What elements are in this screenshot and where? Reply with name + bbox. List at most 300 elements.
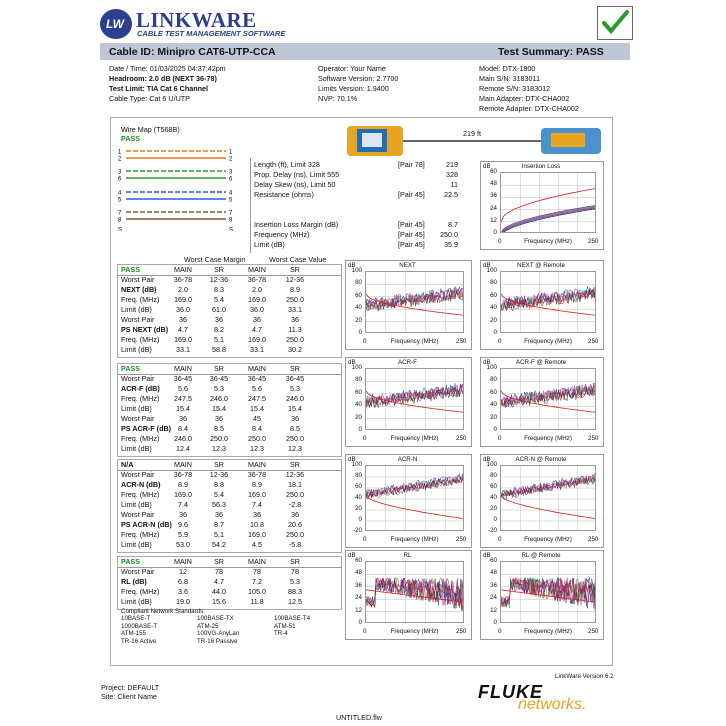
wiremap-pin-right: 8 [229, 217, 233, 224]
table-cell: 15.6 [212, 597, 226, 606]
table-cell: 15.4 [250, 404, 264, 413]
table-cell: 54.2 [212, 540, 226, 549]
chart-x0: 0 [498, 536, 502, 543]
table-cell: 11.8 [250, 597, 264, 606]
table-row-label: Freq. (MHz) [121, 335, 160, 344]
info-operator: Operator: Your Name [318, 64, 386, 73]
chart-title: RL @ Remote [521, 552, 561, 559]
chart-tick: 100 [351, 267, 362, 274]
cable-id: Cable ID: Minipro CAT6-UTP-CCA [109, 46, 276, 58]
summary-value: 8.7 [448, 220, 458, 229]
table-cell: MAIN [174, 460, 192, 469]
table-row-label: Limit (dB) [121, 444, 152, 453]
table-cell: 36 [253, 510, 261, 519]
table-cell: 4.5 [252, 540, 262, 549]
info-headroom: Headroom: 2.0 dB (NEXT 36-78) [109, 74, 217, 83]
table-cell: 36 [291, 414, 299, 423]
table-row-label: Worst Pair [121, 275, 155, 284]
chart-tick: 40 [355, 494, 362, 501]
table-cell: 8.4 [178, 424, 188, 433]
chart-tick: 60 [490, 557, 497, 564]
table-cell: 36 [179, 510, 187, 519]
chart-tick: 48 [355, 569, 362, 577]
chart-title: ACR-N @ Remote [515, 456, 567, 463]
chart-title: RL [403, 552, 412, 559]
table-row-label: PASS [121, 364, 141, 373]
table-cell: 250.0 [210, 434, 228, 443]
info-limits: Limits Version: 1.9400 [318, 84, 389, 93]
standard-item: TR-4 [274, 630, 288, 637]
chart-plot [500, 368, 596, 430]
chart-xlabel: Frequency (MHz) [390, 435, 439, 442]
table-cell: MAIN [248, 265, 266, 274]
info-test-limit: Test Limit: TIA Cat 6 Channel [109, 84, 209, 93]
chart-tick: 60 [490, 168, 497, 175]
summary-pair: [Pair 45] [398, 220, 425, 229]
wiremap-status: PASS [121, 134, 141, 143]
table-cell: 36-78 [247, 470, 267, 479]
table-row-label: Worst Pair [121, 315, 155, 324]
chart-series [501, 209, 596, 234]
wiremap-pin-right: 7 [229, 210, 233, 217]
info-nvp: NVP: 70.1% [318, 94, 358, 103]
table-cell: 36-45 [285, 374, 305, 383]
table-cell: 169.0 [248, 490, 266, 499]
chart-tick: 20 [490, 316, 497, 324]
table-cell: 2.0 [252, 285, 262, 294]
table-cell: 33.1 [250, 345, 264, 354]
table-cell: 8.9 [178, 480, 188, 489]
chart-plot [365, 368, 464, 430]
chart-tick: 100 [486, 461, 497, 468]
chart-ylabel: dB [348, 456, 356, 463]
chart-tick: 12 [490, 216, 497, 224]
chart-tick: -20 [353, 527, 362, 534]
table-cell: 2.0 [178, 285, 188, 294]
table-cell: 36 [215, 414, 223, 423]
standards-title: Compliant Network Standards: [121, 608, 205, 615]
table-cell: MAIN [174, 265, 192, 274]
brand-name: LINKWARE [136, 8, 257, 32]
chart-xlabel: Frequency (MHz) [390, 628, 439, 635]
table-cell: 33.1 [176, 345, 190, 354]
table-cell: 12.5 [288, 597, 302, 606]
table-cell: 250.0 [248, 434, 266, 443]
info-model: Model: DTX-1800 [479, 64, 536, 73]
table-row-label: N/A [121, 460, 134, 469]
wiremap-pin-left: 7 [118, 210, 122, 217]
table-cell: 33.1 [288, 305, 302, 314]
chart-tick: 60 [355, 388, 362, 396]
table-cell: 8.4 [252, 424, 262, 433]
chart-tick: 60 [490, 291, 497, 299]
chart-tick: 36 [490, 581, 497, 589]
table-cell: 5.3 [290, 384, 300, 393]
table-cell: MAIN [248, 557, 266, 566]
cable-length: 219 ft [463, 129, 481, 138]
chart-x0: 0 [498, 435, 502, 442]
chart-xlabel: Frequency (MHz) [524, 536, 572, 543]
table-row-label: ACR-N (dB) [121, 480, 161, 489]
table-cell: 36 [179, 414, 187, 423]
wiremap-pin-left: 4 [118, 190, 122, 197]
table-cell: 8.9 [290, 285, 300, 294]
chart-tick: 0 [358, 426, 362, 433]
table-cell: SR [290, 265, 300, 274]
table-cell: 169.0 [174, 490, 192, 499]
chart-plot [500, 271, 596, 333]
chart-tick: 24 [490, 594, 497, 602]
summary-value: 11 [450, 180, 458, 189]
standard-item: TR-16 Passive [197, 637, 238, 645]
table-cell: 78 [253, 567, 261, 576]
chart-tick: 48 [490, 569, 497, 577]
chart-title: NEXT [399, 262, 416, 269]
wiremap-pin-left: 2 [118, 156, 122, 163]
table-cell: 15.4 [176, 404, 190, 413]
table-cell: 36 [215, 315, 223, 324]
chart-xlabel: Frequency (MHz) [524, 338, 572, 345]
table-cell: 8.8 [214, 480, 224, 489]
chart-tick: 60 [490, 388, 497, 396]
table-cell: 247.5 [248, 394, 266, 403]
chart-x0: 0 [498, 338, 502, 345]
table-cell: SR [290, 557, 300, 566]
table-cell: 246.0 [286, 394, 304, 403]
table-cell: 250.0 [286, 434, 304, 443]
table-cell: 7.4 [178, 500, 188, 509]
table-cell: 36 [291, 510, 299, 519]
table-cell: 20.6 [288, 520, 302, 529]
chart-ylabel: dB [348, 359, 356, 366]
table-cell: 8.5 [214, 424, 224, 433]
pass-check-icon [597, 6, 633, 40]
table-row-label: Freq. (MHz) [121, 587, 160, 596]
wiremap-diagram [116, 145, 246, 231]
chart-ylabel: dB [483, 163, 491, 170]
table-cell: 12-36 [285, 275, 305, 284]
chart-tick: 36 [490, 192, 497, 200]
chart-x1: 250 [588, 238, 599, 245]
linkware-version: LinkWare Version 6.2 [555, 673, 614, 680]
linkware-logo [100, 9, 132, 39]
chart-tick: 80 [355, 472, 362, 479]
table-row-label: Limit (dB) [121, 597, 152, 606]
table-cell: 250.0 [286, 295, 304, 304]
wiremap-pin-left: S [118, 227, 123, 231]
table-row-label: NEXT (dB) [121, 285, 157, 294]
table-cell: 5.1 [214, 335, 224, 344]
table-row-label: PS ACR-F (dB) [121, 424, 172, 433]
chart-ylabel: dB [483, 456, 491, 463]
chart-plot [365, 561, 464, 623]
table-cell: 8.9 [252, 480, 262, 489]
chart-tick: 40 [490, 401, 497, 409]
table-row-label: Limit (dB) [121, 404, 152, 413]
table-cell: 56.3 [212, 500, 226, 509]
table-cell: 36 [291, 315, 299, 324]
table-cell: 250.0 [286, 335, 304, 344]
wiremap-pin-left: 8 [118, 217, 122, 224]
chart-tick: 20 [355, 413, 362, 421]
table-cell: 105.0 [248, 587, 266, 596]
chart-tick: 100 [486, 364, 497, 371]
standard-item: ATM-25 [197, 622, 219, 630]
summary-value: 250.0 [440, 230, 458, 239]
wiremap-pin-left: 3 [118, 169, 122, 176]
table-row-label: ACR-F (dB) [121, 384, 160, 393]
chart-tick: 80 [490, 376, 497, 384]
table-cell: 15.4 [212, 404, 226, 413]
chart-xlabel: Frequency (MHz) [390, 338, 439, 345]
table-cell: 5.4 [214, 295, 224, 304]
table-cell: 78 [291, 567, 299, 576]
networks-logo: networks. [518, 696, 587, 713]
table-cell: 6.8 [178, 577, 188, 586]
info-main-sn: Main S/N: 3183011 [479, 74, 540, 83]
chart-x0: 0 [363, 628, 367, 635]
wiremap-pin-right: 6 [229, 176, 233, 183]
table-cell: 9.6 [178, 520, 188, 529]
table-cell: 246.0 [210, 394, 228, 403]
chart-tick: 20 [355, 505, 362, 512]
chart-title: ACR-F @ Remote [515, 359, 567, 366]
table-cell: 8.7 [214, 520, 224, 529]
table-cell: 36-78 [173, 275, 193, 284]
chart-tick: 12 [355, 606, 362, 614]
wiremap-pin-right: 1 [229, 149, 233, 156]
table-cell: SR [214, 364, 224, 373]
chart-plot [500, 561, 596, 623]
table-cell: 12.3 [288, 444, 302, 453]
chart-tick: 0 [358, 619, 362, 626]
table-cell: 169.0 [174, 335, 192, 344]
table-cell: 36-78 [173, 470, 193, 479]
chart-ylabel: dB [483, 262, 491, 269]
summary-pair: [Pair 45] [398, 240, 425, 249]
table-row-label: Freq. (MHz) [121, 434, 160, 443]
table-row-label: Worst Pair [121, 510, 155, 519]
chart-tick: 80 [355, 279, 362, 287]
summary-label: Frequency (MHz) [254, 230, 310, 239]
wiremap-title: Wire Map (T568B) [121, 125, 180, 134]
chart-tick: 60 [355, 557, 362, 564]
wiremap-pin-left: 5 [118, 197, 122, 204]
table-cell: 88.3 [288, 587, 302, 596]
worst-case-margin-header: Worst Case Margin [184, 255, 246, 264]
standard-item: ATM-155 [121, 630, 146, 637]
summary-value: 219 [446, 160, 458, 169]
chart-xlabel: Frequency (MHz) [524, 435, 572, 442]
table-cell: 36-45 [173, 374, 193, 383]
chart-tick: 0 [493, 516, 497, 523]
chart-tick: 24 [490, 204, 497, 212]
table-cell: SR [290, 460, 300, 469]
chart-tick: 60 [355, 483, 362, 490]
summary-value: 22.5 [444, 190, 458, 199]
info-cable-type: Cable Type: Cat 6 U/UTP [109, 94, 190, 103]
table-cell: 7.2 [252, 577, 262, 586]
table-cell: 5.1 [214, 530, 224, 539]
standard-item: 100BASE-T4 [274, 615, 311, 622]
chart-plot [365, 465, 464, 531]
summary-label: Delay Skew (ns), Limit 50 [254, 180, 336, 189]
chart-tick: 0 [493, 329, 497, 336]
info-datetime: Date / Time: 01/03/2025 04:37:42pm [109, 64, 226, 73]
table-row-label: PASS [121, 557, 141, 566]
table-cell: 12-36 [209, 275, 229, 284]
chart-series [366, 478, 464, 499]
chart-tick: 20 [355, 316, 362, 324]
table-row-label: Limit (dB) [121, 540, 152, 549]
table-cell: 78 [215, 567, 223, 576]
table-cell: 169.0 [248, 335, 266, 344]
summary-pair: [Pair 45] [398, 230, 425, 239]
chart-tick: 24 [355, 594, 362, 602]
table-row-label: Freq. (MHz) [121, 490, 160, 499]
chart-plot [500, 172, 596, 233]
table-cell: 61.0 [212, 305, 226, 314]
chart-tick: 0 [358, 516, 362, 523]
table-cell: 36-45 [209, 374, 229, 383]
chart-plot [500, 465, 596, 531]
wiremap-pin-right: S [229, 227, 234, 231]
chart-ylabel: dB [483, 552, 491, 559]
project-label: Project: DEFAULT [101, 683, 160, 692]
table-cell: 5.4 [214, 490, 224, 499]
wiremap-pin-right: 2 [229, 156, 233, 163]
table-cell: MAIN [248, 364, 266, 373]
table-row-label: PS NEXT (dB) [121, 325, 169, 334]
table-cell: 12-36 [209, 470, 229, 479]
table-cell: 12.3 [250, 444, 264, 453]
chart-x0: 0 [498, 628, 502, 635]
table-cell: 12-36 [285, 470, 305, 479]
standard-item: ATM-51 [274, 622, 296, 630]
wiremap-pin-left: 6 [118, 176, 122, 183]
chart-title: ACR-F [398, 359, 417, 366]
summary-pair: [Pair 45] [398, 190, 425, 199]
table-cell: 169.0 [248, 530, 266, 539]
table-row-label: Freq. (MHz) [121, 394, 160, 403]
chart-tick: 36 [355, 581, 362, 589]
table-cell: 3.6 [178, 587, 188, 596]
table-cell: -5.8 [288, 540, 302, 549]
table-row-label: Worst Pair [121, 470, 155, 479]
chart-title: ACR-N [397, 456, 418, 463]
table-cell: 15.4 [288, 404, 302, 413]
chart-tick: 40 [355, 304, 362, 312]
fluke-logo: FLUKE [478, 682, 543, 702]
table-cell: 5.3 [214, 384, 224, 393]
chart-tick: 40 [490, 304, 497, 312]
table-row-label: RL (dB) [121, 577, 147, 586]
table-cell: 12.4 [176, 444, 190, 453]
chart-tick: 40 [355, 401, 362, 409]
table-cell: 5.9 [178, 530, 188, 539]
table-row-label: Limit (dB) [121, 345, 152, 354]
table-cell: 8.5 [290, 424, 300, 433]
table-row-label: PASS [121, 265, 141, 274]
summary-label: Length (ft), Limit 328 [254, 160, 320, 169]
chart-x1: 250 [588, 536, 599, 543]
chart-ylabel: dB [348, 552, 356, 559]
test-summary: Test Summary: PASS [498, 46, 604, 58]
chart-tick: 100 [486, 267, 497, 274]
table-cell: 246.0 [174, 434, 192, 443]
table-cell: 44.0 [212, 587, 226, 596]
chart-tick: 60 [490, 483, 497, 490]
table-cell: 5.3 [290, 577, 300, 586]
table-cell: SR [214, 460, 224, 469]
chart-tick: 20 [490, 505, 497, 512]
table-row-label: PS ACR-N (dB) [121, 520, 172, 529]
table-row-label: Freq. (MHz) [121, 295, 160, 304]
summary-pair: [Pair 78] [398, 160, 425, 169]
chart-ylabel: dB [483, 359, 491, 366]
chart-title: NEXT @ Remote [517, 262, 565, 269]
chart-tick: 40 [490, 494, 497, 501]
chart-tick: 0 [493, 426, 497, 433]
table-cell: 45 [253, 414, 261, 423]
table-cell: 30.2 [288, 345, 302, 354]
summary-label: Prop. Delay (ns), Limit 555 [254, 170, 340, 179]
chart-tick: 100 [351, 364, 362, 371]
standard-item: 100BASE-TX [197, 615, 234, 622]
table-cell: 8.2 [214, 325, 224, 334]
table-cell: 36-78 [247, 275, 267, 284]
wiremap-pin-right: 5 [229, 197, 233, 204]
chart-series [366, 385, 464, 405]
table-row-label: Worst Pair [121, 374, 155, 383]
table-cell: 4.7 [214, 577, 224, 586]
chart-tick: 12 [490, 606, 497, 614]
standard-item: 100VG-AnyLan [197, 630, 240, 637]
info-software: Software Version: 2.7700 [318, 74, 399, 83]
table-cell: 169.0 [248, 295, 266, 304]
table-cell: 10.8 [250, 520, 264, 529]
chart-tick: 80 [490, 472, 497, 479]
table-cell: -2.8 [288, 500, 302, 509]
chart-tick: 100 [351, 461, 362, 468]
chart-tick: 60 [355, 291, 362, 299]
brand-subtitle: CABLE TEST MANAGEMENT SOFTWARE [137, 29, 286, 38]
worst-case-value-header: Worst Case Value [269, 255, 327, 264]
info-main-adapter: Main Adapter: DTX-CHA002 [479, 94, 570, 103]
summary-label: Insertion Loss Margin (dB) [254, 220, 339, 229]
table-row-label: Worst Pair [121, 414, 155, 423]
chart-x0: 0 [363, 338, 367, 345]
chart-xlabel: Frequency (MHz) [390, 536, 439, 543]
chart-x1: 250 [456, 628, 467, 635]
table-cell: 18.1 [288, 480, 302, 489]
chart-ylabel: dB [348, 262, 356, 269]
chart-x1: 250 [588, 435, 599, 442]
info-remote-sn: Remote S/N: 3183012 [479, 84, 551, 93]
summary-box [250, 158, 251, 253]
summary-label: Limit (dB) [254, 240, 285, 249]
table-cell: 36.0 [250, 305, 264, 314]
standard-item: 1000BASE-T [121, 622, 158, 630]
table-cell: MAIN [248, 460, 266, 469]
summary-label: Resistance (ohms) [254, 190, 314, 199]
wiremap-pin-left: 1 [118, 149, 122, 156]
summary-value: 328 [446, 170, 458, 179]
summary-value: 35.9 [444, 240, 458, 249]
table-cell: 36 [215, 510, 223, 519]
wiremap-pin-right: 4 [229, 190, 233, 197]
table-cell: 36 [253, 315, 261, 324]
